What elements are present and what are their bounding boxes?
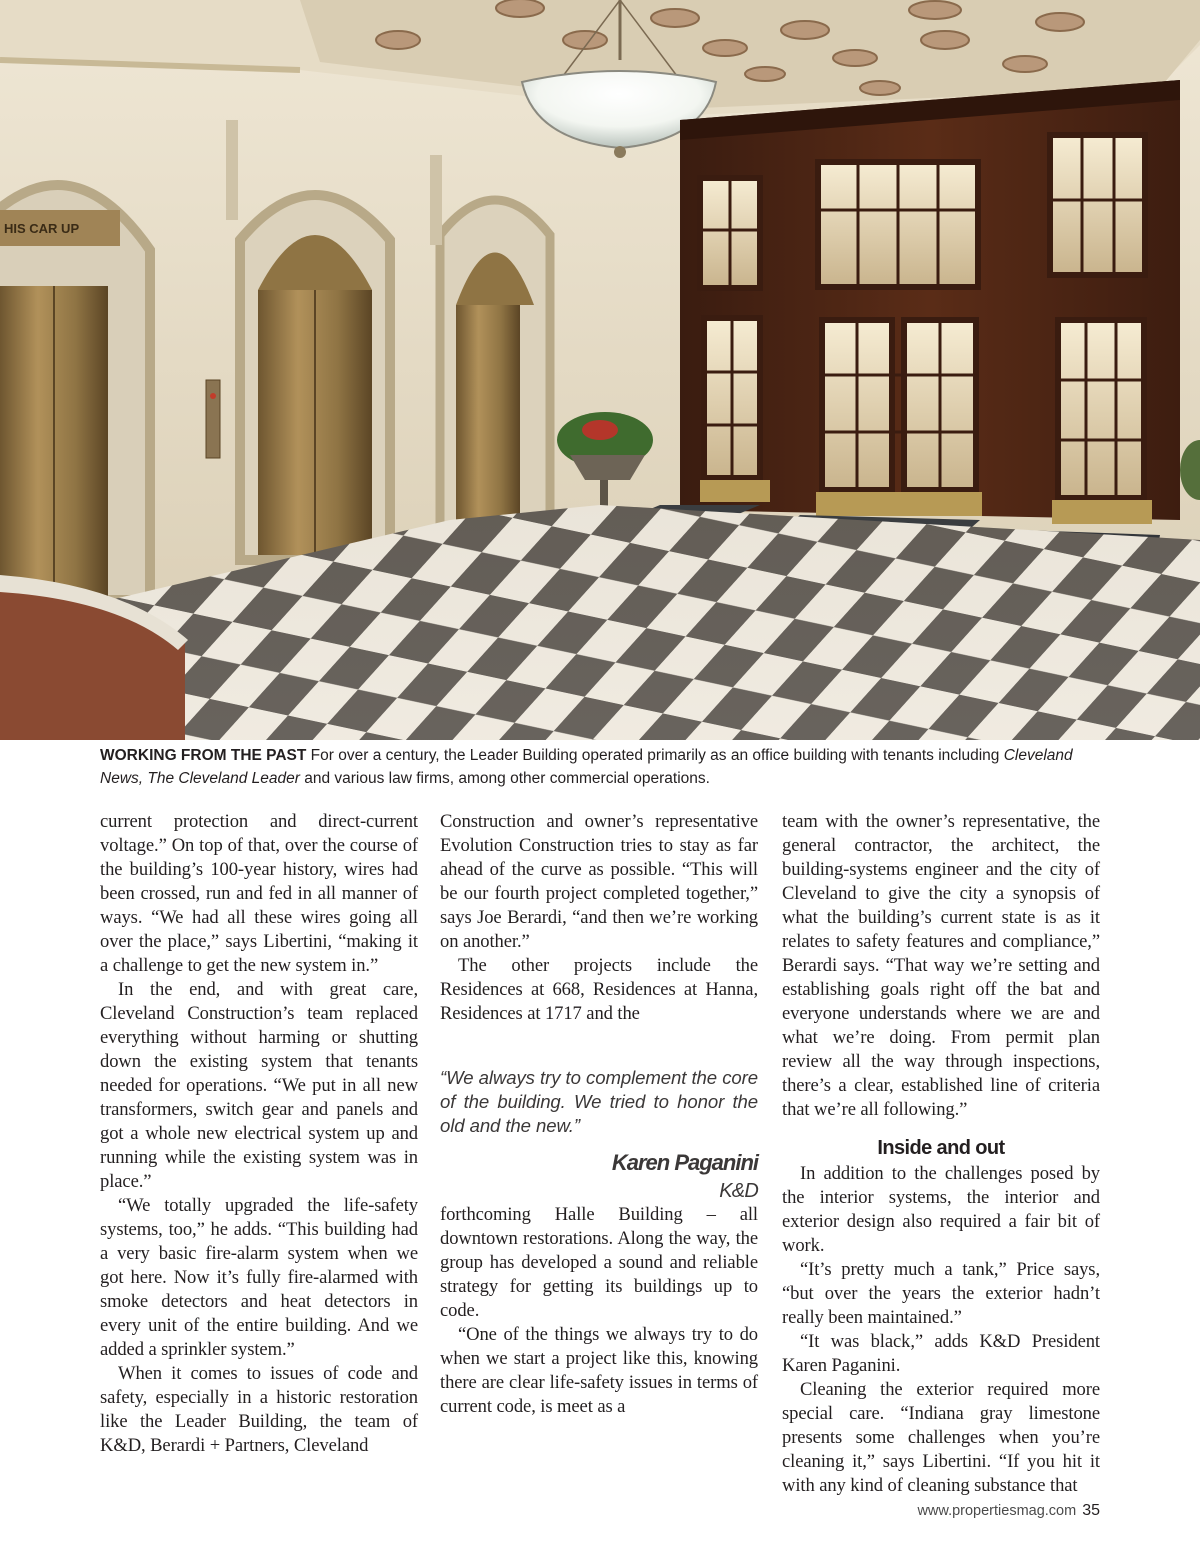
photo-caption [100, 744, 1105, 790]
elevator-arch-1 [0, 185, 150, 600]
paragraph: “It’s pretty much a tank,” Price says, “but over the years the exterior hadn’t really been maintained.” [782, 1259, 1100, 1328]
paragraph: Construction and owner’s representative Evolution Construction tries to stay as far ahead of the curve as possible. “This will be our fourth project completed together,” says Joe Berardi, “and then we’re working on another.” [440, 811, 758, 952]
page-footer [917, 1502, 1100, 1520]
caption-text-end: and various law firms, among other commercial operations. [299, 770, 710, 787]
paragraph: “We totally upgraded the life-safety systems, too,” he adds. “This building had a very basic fire-alarm system when we got here. Now it’s fully fire-alarmed with smoke detectors and heat detectors in every unit of the entire building. And we added a sprinkler system.” [100, 1195, 418, 1360]
paragraph: In the end, and with great care, Cleveland Construction’s team replaced everything without harming or shutting down the existing system that tenants needed for operations. “We put in all new transformers, switch gear and panels and got a whole new electrical system up and running while the existing system was in place.” [100, 979, 418, 1192]
paragraph: In addition to the challenges posed by the interior systems, the interior and exterior design also required a fair bit of work. [782, 1163, 1100, 1256]
lobby-photo [0, 0, 1200, 740]
paragraph: “It was black,” adds K&D President Karen Paganini. [782, 1331, 1100, 1376]
pull-quote [440, 1066, 758, 1203]
elevator-arch-3 [440, 200, 550, 530]
article-column-2 [440, 810, 758, 1419]
pull-quote-text: “We always try to complement the core of the building. We tried to honor the old and the new.” [440, 1067, 758, 1136]
pull-quote-attribution-company: K&D [719, 1180, 758, 1202]
elevator-sign: HIS CAR UP [4, 221, 80, 236]
article-column-3 [782, 810, 1100, 1498]
website-url: www.propertiesmag.com [917, 1503, 1077, 1519]
paragraph: The other projects include the Residences at 668, Residences at Hanna, Residences at 1717 and the [440, 955, 758, 1024]
caption-publications: Cleveland News, The Cleveland Leader [100, 747, 1073, 787]
caption-text: For over a century, the Leader Building operated primarily as an office building with tenants including [306, 747, 1004, 764]
paragraph: Cleaning the exterior required more special care. “Indiana gray limestone presents some challenges when you’re cleaning it,” says Libertini. “If you hit it with any kind of cleaning substance that [782, 1379, 1100, 1496]
elevator-arch-2 [240, 195, 390, 560]
paragraph: team with the owner’s representative, the general contractor, the architect, the building-systems engineer and the city of Cleveland to give the city a synopsis of what the building’s current state is as it relates to safety features and compliance,” Berardi says. “That way we’re setting and establishing goals right off the bat and everyone understands where we are and what we’re doing. From permit plan review all the way through inspections, there’s a clear, established line of criteria that we’re all following.” [782, 811, 1100, 1120]
paragraph: “One of the things we always try to do when we start a project like this, knowing there are clear life-safety issues in terms of current code, is meet as a [440, 1324, 758, 1417]
pull-quote-attribution-name: Karen Paganini [611, 1150, 758, 1175]
article-column-1 [100, 810, 418, 1458]
paragraph: When it comes to issues of code and safety, especially in a historic restoration like the Leader Building, the team of K&D, Berardi + Partners, Cleveland [100, 1363, 418, 1456]
paragraph: current protection and direct-current voltage.” On top of that, over the course of the building’s 100-year history, wires had been crossed, run and fed in all manner of ways. “We had all these wires going all over the place,” says Libertini, “making it a challenge to get the new system in.” [100, 811, 418, 976]
wood-entrance [680, 80, 1180, 524]
section-subhead: Inside and out [877, 1137, 1005, 1159]
paragraph: forthcoming Halle Building – all downtown restorations. Along the way, the group has developed a sound and reliable strategy for getting its buildings up to code. [440, 1204, 758, 1321]
page-number: 35 [1082, 1502, 1100, 1519]
caption-label: WORKING FROM THE PAST [100, 747, 307, 764]
